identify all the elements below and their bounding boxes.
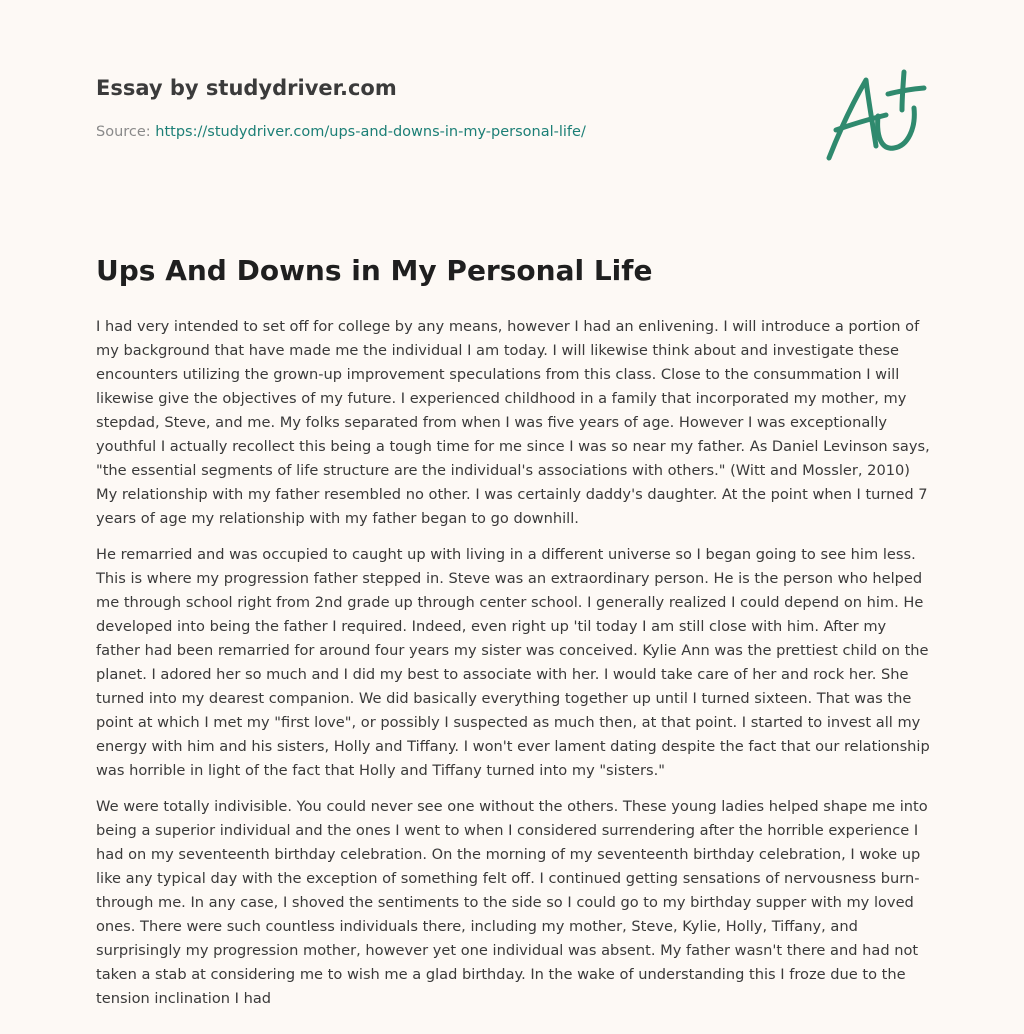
essay-body [96, 315, 934, 1023]
essay-paragraph: He remarried and was occupied to caught up with living in a different universe so I began going to see him less. This is where my progression father stepped in. Steve was an extraordinary person. He is the person who helped me through school right from 2nd grade up through center school. I generally realized I could depend on him. He developed into being the father I required. Indeed, even right up 'til today I am still close with him. After my father had been remarried for around four years my sister was conceived. Kylie Ann was the prettiest child on the planet. I adored her so much and I did my best to associate with her. I would take care of her and rock her. She turned into my dearest companion. We did basically everything together up until I turned sixteen. That was the point at which I met my "first love", or possibly I suspected as much then, at that point. I started to invest all my energy with him and his sisters, Holly and Tiffany. I won't ever lament dating despite the fact that our relationship was horrible in light of the fact that Holly and Tiffany turned into my "sisters." [96, 546, 930, 779]
essay-title: Ups And Downs in My Personal Life [96, 254, 653, 287]
essay-paragraph: I had very intended to set off for college by any means, however I had an enlivening. I will introduce a portion of my background that have made me the individual I am today. I will likewise think about and investigate these encounters utilizing the grown-up improvement speculations from this class. Close to the consummation I will likewise give the objectives of my future. I experienced childhood in a family that incorporated my mother, my stepdad, Steve, and me. My folks separated from when I was five years of age. However I was exceptionally youthful I actually recollect this being a tough time for me since I was so near my father. As Daniel Levinson says, "the essential segments of life structure are the individual's associations with others." (Witt and Mossler, 2010) My relationship with my father resembled no other. I was certainly daddy's daughter. At the point when I turned 7 years of age my relationship with my father began to go downhill. [96, 318, 930, 527]
source-line [96, 124, 586, 140]
essay-paragraph: We were totally indivisible. You could never see one without the others. These young ladies helped shape me into being a superior individual and the ones I went to when I considered surrendering after the horrible experience I had on my seventeenth birthday celebration. On the morning of my seventeenth birthday celebration, I woke up like any typical day with the exception of something felt off. I continued getting sensations of nervousness burn-through me. In any case, I shoved the sentiments to the side so I could go to my birthday supper with my loved ones. There were such countless individuals there, including my mother, Steve, Kylie, Holly, Tiffany, and surprisingly my progression mother, however yet one individual was absent. My father wasn't there and had not taken a stab at considering me to wish me a glad birthday. In the wake of understanding this I froze due to the tension inclination I had [96, 798, 928, 1007]
source-link[interactable]: https://studydriver.com/ups-and-downs-in-my-personal-life/ [155, 124, 586, 140]
source-label: Source: [96, 124, 151, 140]
a-plus-grade-logo-icon [822, 68, 928, 164]
site-title: Essay by studydriver.com [96, 76, 397, 100]
